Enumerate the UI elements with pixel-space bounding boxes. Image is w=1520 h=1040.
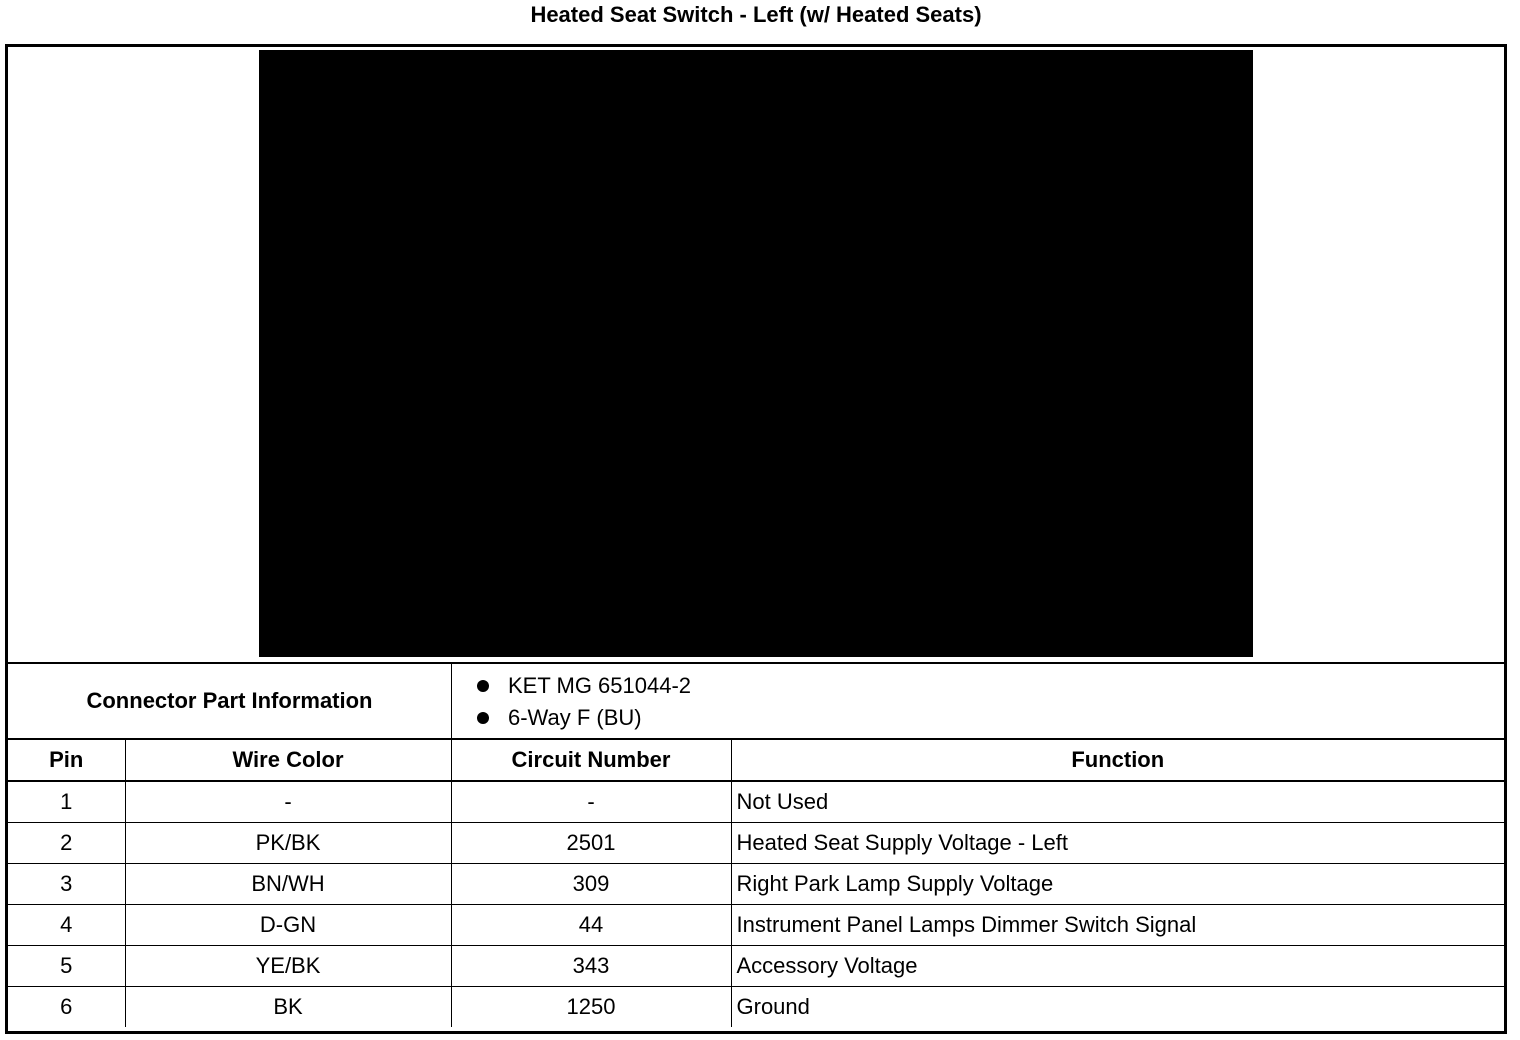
table-row xyxy=(8,946,1504,987)
header-function: Function xyxy=(731,740,1504,781)
table-row xyxy=(8,864,1504,905)
cell-function: Ground xyxy=(731,987,1504,1028)
cell-circuit-number: 309 xyxy=(451,864,731,905)
cell-function: Accessory Voltage xyxy=(731,946,1504,987)
cell-pin: 3 xyxy=(8,864,125,905)
cell-circuit-number: 1250 xyxy=(451,987,731,1028)
bullet-icon xyxy=(477,680,489,692)
cell-pin: 5 xyxy=(8,946,125,987)
cell-circuit-number: - xyxy=(451,781,731,823)
table-header-row xyxy=(8,740,1504,781)
cell-function: Instrument Panel Lamps Dimmer Switch Signal xyxy=(731,905,1504,946)
cell-circuit-number: 343 xyxy=(451,946,731,987)
connector-image-area xyxy=(8,47,1504,664)
cell-pin: 4 xyxy=(8,905,125,946)
cell-wire-color: D-GN xyxy=(125,905,451,946)
cell-circuit-number: 44 xyxy=(451,905,731,946)
cell-wire-color: BK xyxy=(125,987,451,1028)
connector-info-item xyxy=(452,670,1502,702)
connector-info-label: Connector Part Information xyxy=(8,664,452,738)
connector-document xyxy=(5,44,1507,1034)
cell-wire-color: - xyxy=(125,781,451,823)
connector-image xyxy=(259,50,1253,657)
table-row xyxy=(8,905,1504,946)
cell-circuit-number: 2501 xyxy=(451,823,731,864)
cell-wire-color: PK/BK xyxy=(125,823,451,864)
cell-pin: 2 xyxy=(8,823,125,864)
cell-wire-color: BN/WH xyxy=(125,864,451,905)
connector-info-item xyxy=(452,702,1502,734)
connector-info-item-text: 6-Way F (BU) xyxy=(508,705,642,730)
header-wire-color: Wire Color xyxy=(125,740,451,781)
cell-function: Not Used xyxy=(731,781,1504,823)
connector-info-list xyxy=(452,664,1502,738)
connector-info-item-text: KET MG 651044-2 xyxy=(508,673,692,698)
cell-pin: 6 xyxy=(8,987,125,1028)
cell-function: Right Park Lamp Supply Voltage xyxy=(731,864,1504,905)
cell-function: Heated Seat Supply Voltage - Left xyxy=(731,823,1504,864)
cell-pin: 1 xyxy=(8,781,125,823)
table-row xyxy=(8,987,1504,1028)
header-pin: Pin xyxy=(8,740,125,781)
cell-wire-color: YE/BK xyxy=(125,946,451,987)
pinout-table xyxy=(8,740,1504,1027)
table-row xyxy=(8,823,1504,864)
page-title: Heated Seat Switch - Left (w/ Heated Seats) xyxy=(530,2,982,27)
table-row xyxy=(8,781,1504,823)
connector-info-row xyxy=(8,664,1504,740)
header-circuit-number: Circuit Number xyxy=(451,740,731,781)
bullet-icon xyxy=(477,712,489,724)
